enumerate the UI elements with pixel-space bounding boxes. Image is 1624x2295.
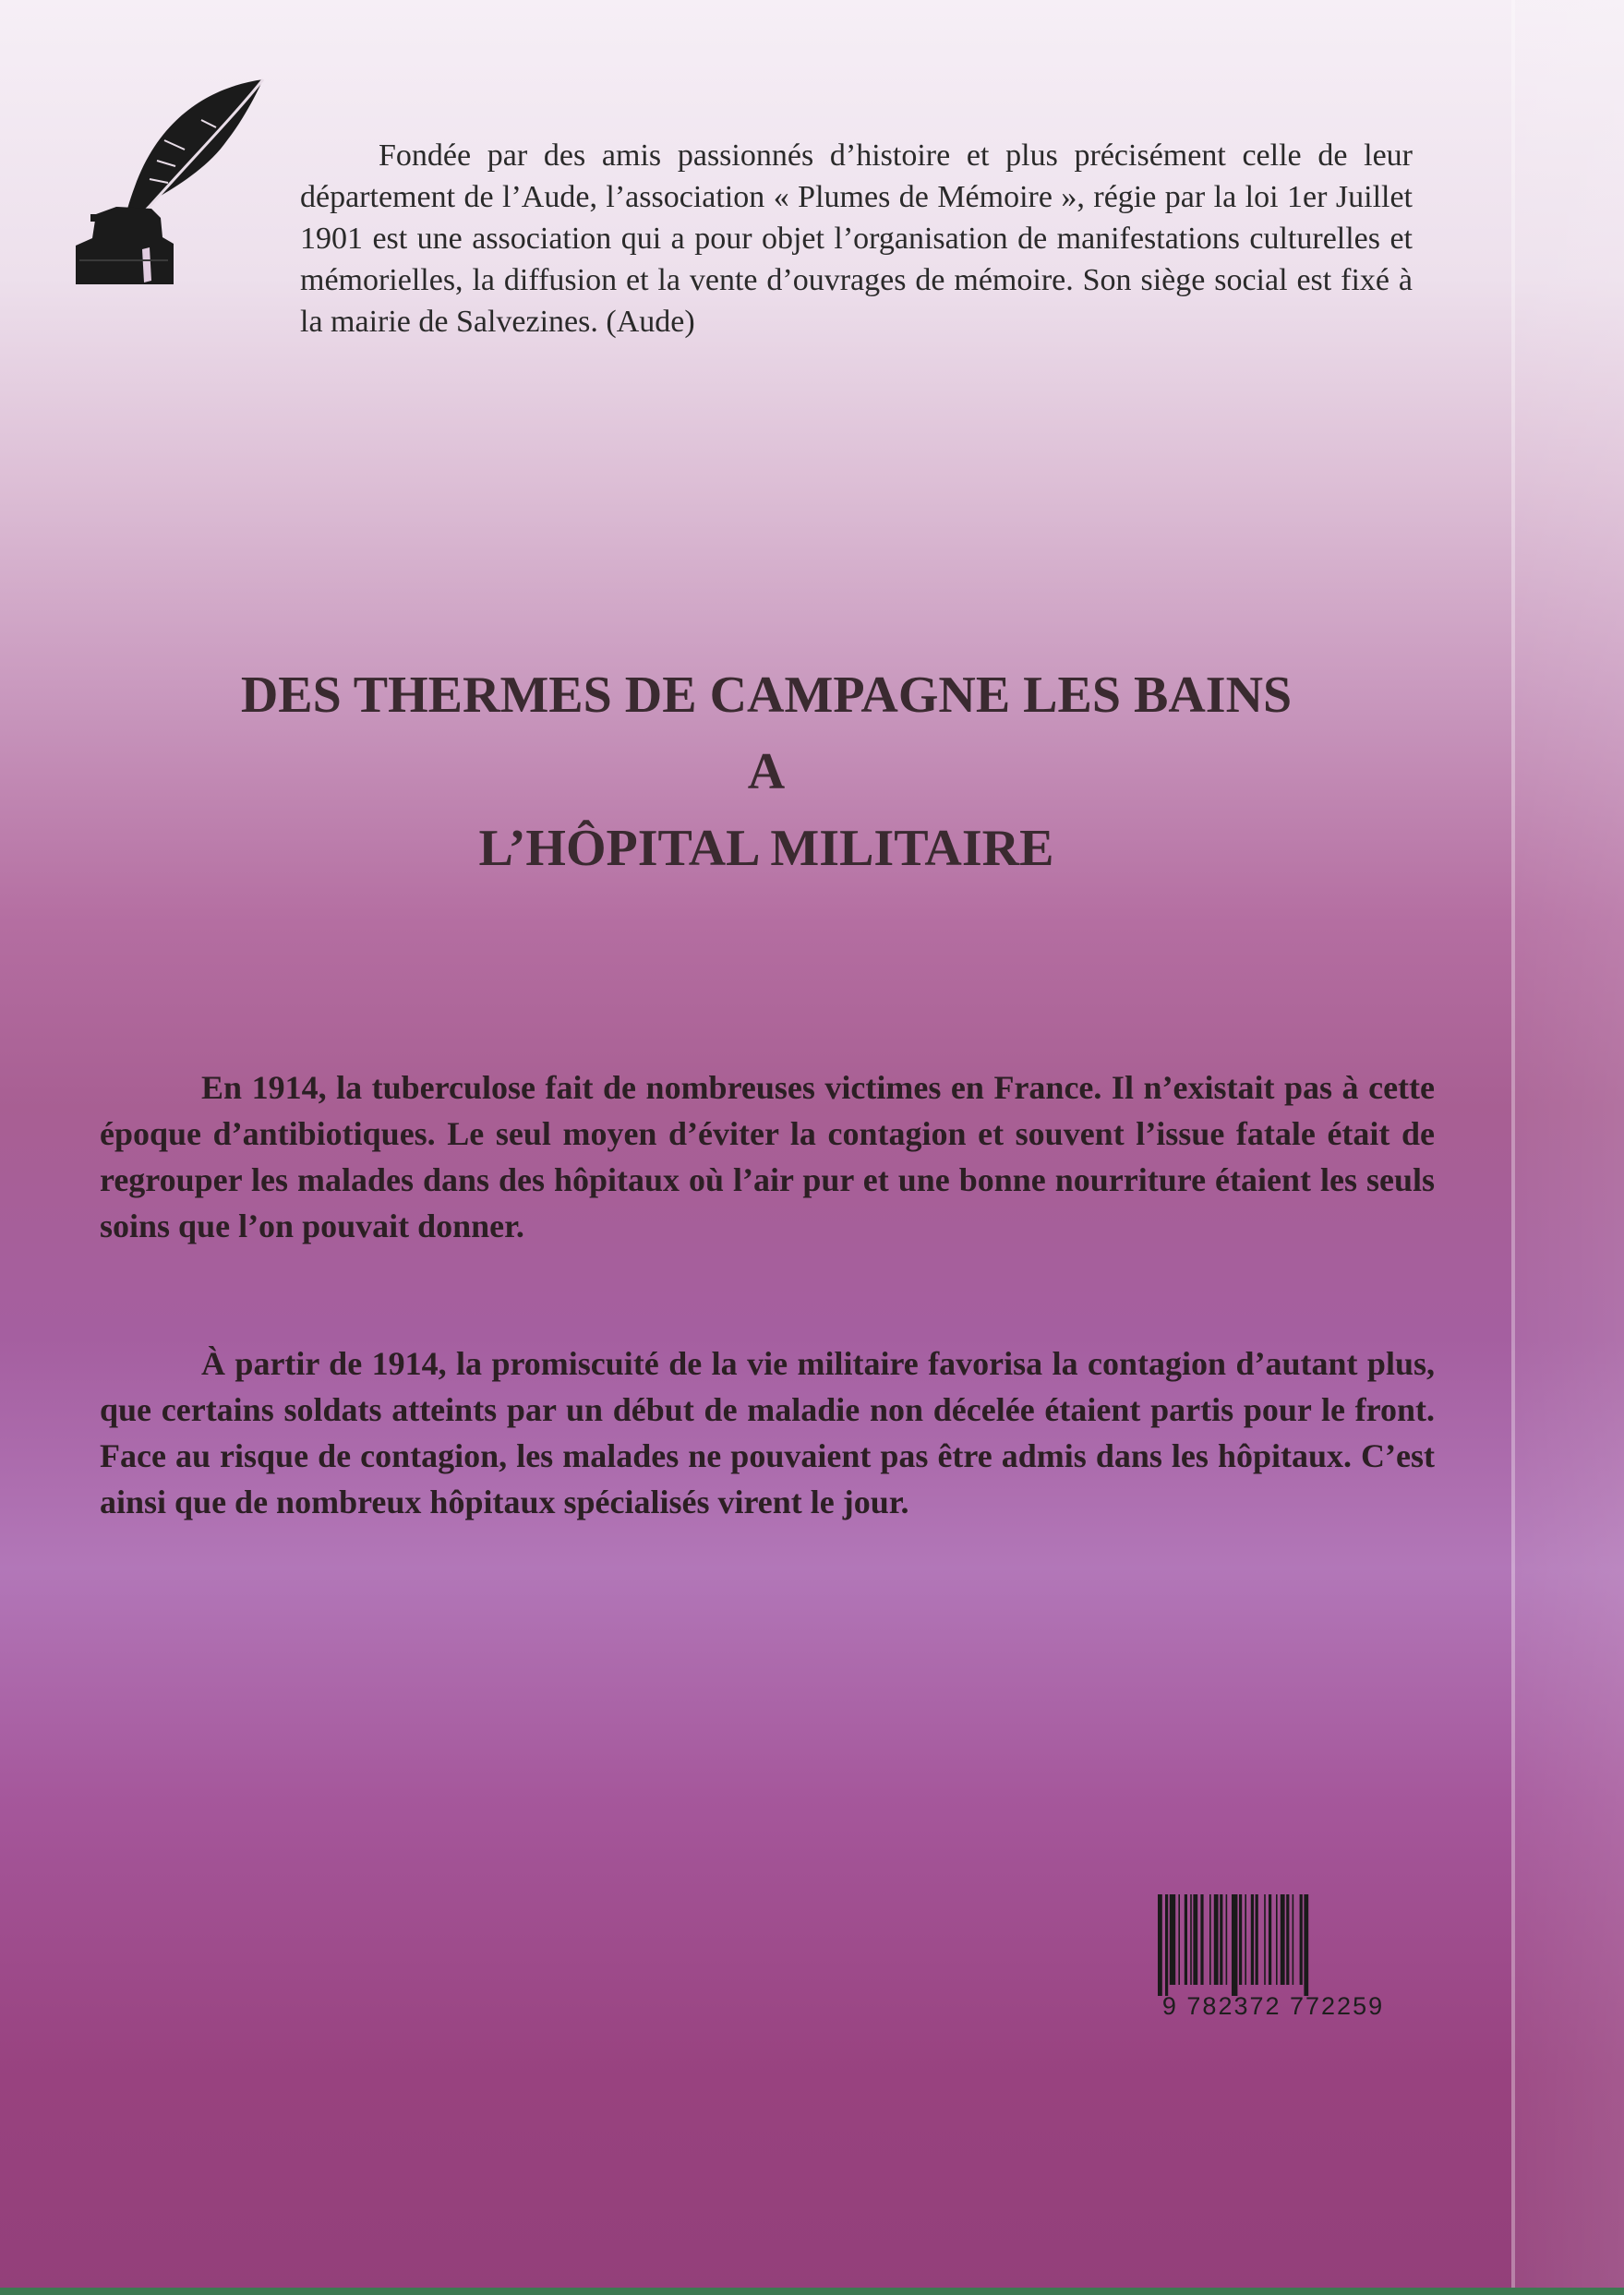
title-line-3: L’HÔPITAL MILITAIRE xyxy=(478,820,1054,877)
barcode-bar xyxy=(1256,1894,1258,1985)
barcode-bar xyxy=(1190,1894,1192,1985)
title-line-2: A xyxy=(747,743,786,800)
book-title xyxy=(92,657,1440,887)
quill-inkwell-icon xyxy=(72,76,268,288)
barcode-bar xyxy=(1300,1894,1303,1985)
barcode-bar xyxy=(1170,1894,1175,1985)
barcode-bar xyxy=(1304,1894,1308,1996)
barcode-bar xyxy=(1185,1894,1187,1985)
barcode-bar xyxy=(1209,1894,1211,1985)
barcode-bar xyxy=(1226,1894,1228,1985)
barcode-bar xyxy=(1281,1894,1285,1985)
bottom-edge xyxy=(0,2288,1624,2295)
summary-paragraph-2: À partir de 1914, la promiscuité de la vie militaire favorisa la contagion d’autant plus, que certains soldats atteints par un début de maladie non décelée étaient partis pour le front. Face au risque de contagion, les malades ne pouvaient pas être admis dans les hôpitaux. C’est ainsi que de nombreux hôpitaux spécialisés virent le jour. xyxy=(100,1345,1435,1520)
barcode-bar xyxy=(1178,1894,1180,1985)
cover-edge-strip xyxy=(1515,0,1624,2295)
barcode-bar xyxy=(1293,1894,1294,1985)
summary-paragraph-1: En 1914, la tuberculose fait de nombreuses victimes en France. Il n’existait pas à cette époque d’antibiotiques. Le seul moyen d’éviter la contagion et souvent l’issue fatale était de regrouper les malades dans des hôpitaux où l’air pur et une bonne nourriture étaient les seuls soins que l’on pouvait donner. xyxy=(100,1069,1435,1244)
barcode-bar xyxy=(1269,1894,1271,1985)
barcode-bar xyxy=(1239,1894,1242,1985)
spine-fold xyxy=(1511,0,1515,2295)
barcode-bar xyxy=(1200,1894,1203,1985)
association-intro: Fondée par des amis passionnés d’histoire et plus précisément celle de leur département de l’Aude, l’association « Plumes de Mémoire », régie par la loi 1er Juillet 1901 est une association qui a pour objet l’organisation de manifestations culturelles et mémorielles, la diffusion et la vente d’ouvrages de mémoire. Son siège social est fixé à la mairie de Salvezines. (Aude) xyxy=(300,138,1413,339)
barcode-bar xyxy=(1214,1894,1219,1985)
barcode-bar xyxy=(1286,1894,1289,1985)
isbn-digits: 9 782372 772259 xyxy=(1161,1992,1385,2020)
barcode-bar xyxy=(1165,1894,1168,1996)
barcode-bar xyxy=(1220,1894,1222,1985)
barcode-bar xyxy=(1158,1894,1162,1996)
barcode-bar xyxy=(1245,1894,1246,1985)
barcode-bar xyxy=(1251,1894,1254,1985)
barcode-bar xyxy=(1276,1894,1278,1985)
barcode-bar xyxy=(1193,1894,1197,1985)
title-line-1: DES THERMES DE CAMPAGNE LES BAINS xyxy=(240,667,1293,724)
barcode-bar xyxy=(1264,1894,1266,1985)
barcode-bar xyxy=(1232,1894,1237,1996)
